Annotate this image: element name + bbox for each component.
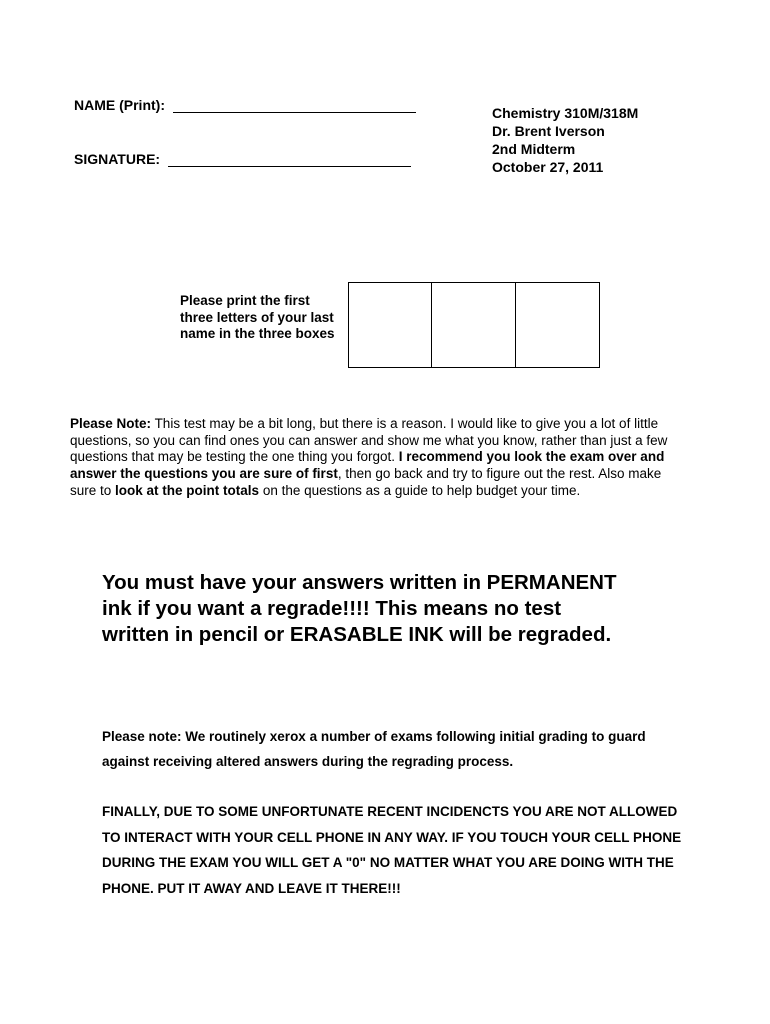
exam-date: October 27, 2011 <box>492 159 604 175</box>
name-label: NAME (Print): <box>74 97 165 113</box>
name-input-line[interactable] <box>173 98 416 113</box>
initials-instruction: Please print the first three letters of your last name in the three boxes <box>180 293 335 341</box>
exam-name: 2nd Midterm <box>492 141 576 157</box>
course-info <box>492 104 638 176</box>
initial-box-1[interactable] <box>348 282 432 368</box>
xerox-notice: Please note: We routinely xerox a number of exams following initial grading to guard against receiving altered answers during the regrading process. <box>102 729 646 769</box>
note-text-1: This test may be a bit long, but there is a reason. I would like to give you a lot of little questions, so you can find ones you can answer and show me what you know, rather than just a few questions that may be testing the one thing you forgot. <box>70 416 668 465</box>
note-bold-1: I recommend you look the exam over and answer the questions you are sure of first <box>70 449 665 482</box>
note-text-2: , then go back and try to figure out the rest. Also make sure to <box>70 466 662 498</box>
note-bold-2: look at the point totals <box>115 482 260 498</box>
initials-boxes <box>348 282 600 368</box>
please-note-paragraph <box>70 416 685 500</box>
initial-box-3[interactable] <box>516 282 600 368</box>
note-label: Please Note: <box>70 416 152 431</box>
initial-box-2[interactable] <box>432 282 516 368</box>
regrade-notice: You must have your answers written in PERMANENT ink if you want a regrade!!!! This means no test written in pencil or ERASABLE INK will be regraded. <box>102 571 617 646</box>
course-instructor: Dr. Brent Iverson <box>492 123 605 139</box>
course-title: Chemistry 310M/318M <box>492 105 639 121</box>
note-text-3: on the questions as a guide to help budget your time. <box>262 482 581 498</box>
signature-label: SIGNATURE: <box>74 151 161 167</box>
phone-notice: FINALLY, DUE TO SOME UNFORTUNATE RECENT INCIDENCTS YOU ARE NOT ALLOWED TO INTERACT WITH YOUR CELL PHONE IN ANY WAY. IF YOU TOUCH YOUR CELL PHONE DURING THE EXAM YOU WILL GET A "0" NO MATTER WHAT YOU ARE DOING WITH THE PHONE. PUT IT AWAY AND LEAVE IT THERE!!! <box>102 804 682 896</box>
signature-field <box>74 151 411 167</box>
signature-input-line[interactable] <box>168 152 411 167</box>
name-field <box>74 97 416 113</box>
